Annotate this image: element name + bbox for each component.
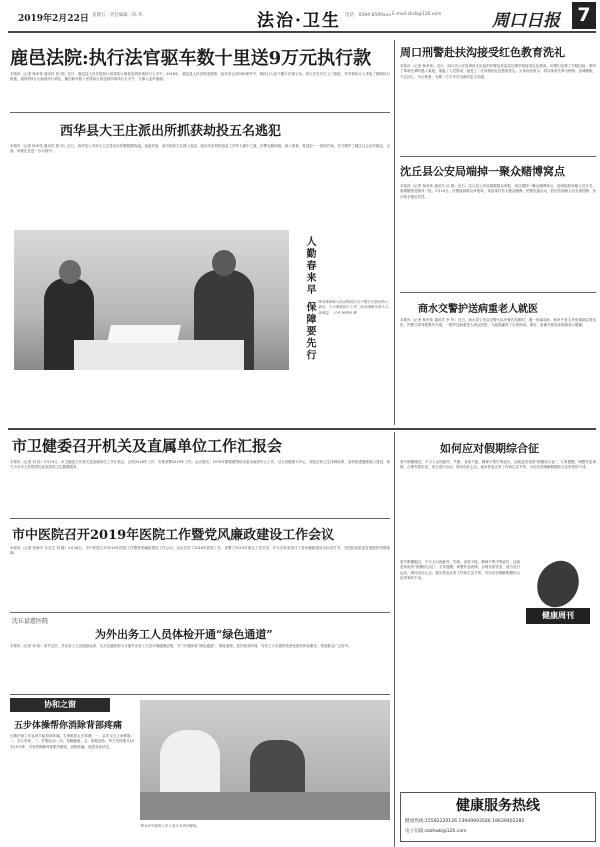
headline-health-commission: 市卫健委召开机关及直属单位工作汇报会 (12, 437, 283, 455)
photo2-caption: 图为市中医院工作人员在为患者服务。 (140, 824, 200, 828)
body-xihua-police: 本报讯（记者 杨孝伟 通讯员 郭 伟）近日，西华县公安局大王庄派出所民警根据线索，连续作战，成功抓获五名网上逃犯。派出所坚持把追逃工作作为重中之重，民警克服困难，深入排查，将逃犯一一抓获归案，有力维护了辖区社会治安稳定。目前，该案正在进一步办理中。 (10, 144, 390, 154)
divider (10, 694, 390, 695)
divider (400, 156, 596, 157)
body-health-commission: 本报讯（记者 刘 伟）2月19日，市卫健委召开机关及直属单位工作汇报会，总结2018年工作，安排部署2019年工作。会议指出，2019年要紧紧围绕市委市政府中心工作，以人民健康为中心，深化医药卫生体制改革，加快推进健康周口建设，努力为全市人民提供优质高效的卫生健康服务。 (10, 460, 390, 470)
hotline-email: 电子信箱:skzhwb@126.com (405, 829, 467, 834)
header-editor-info: 星期五 · 责任编辑 · 陈 华 (92, 13, 143, 18)
body-holiday-syndrome: 春节假期刚过，不少人出现疲劳、失眠、食欲不振、精神不集中等症状，这就是常说的“假期综合征”。专家提醒，调整作息规律，合理安排饮食，适当进行运动，保持良好心态，逐步恢复正常工作和生活节奏，可以有效缓解假期综合征带来的不适。 (400, 460, 596, 470)
body-holiday-syndrome-continued: 春节假期刚过，不少人出现疲劳、失眠、食欲不振、精神不集中等症状，这就是常说的“假期综合征”。专家提醒，调整作息规律，合理安排饮食，适当进行运动，保持良好心态，逐步恢复正常工作和生活节奏，可以有效缓解假期综合征带来的不适。 (400, 560, 520, 581)
body-five-step-exercise: 长期伏案工作容易引起背部疼痛。专家推荐五步体操：一、双手交叉上举伸展；二、左右转体；三、扩胸运动；四、弯腰触地；五、原地放松。每天坚持练习10至15分钟，可有效缓解背部肌肉紧张，消除疼痛，改善身体状态。 (10, 734, 134, 749)
logo-text: 健康周刊 (526, 608, 590, 624)
hospital-staff-photo (140, 700, 390, 820)
headline-tcm-hospital: 市中医院召开2019年医院工作暨党风廉政建设工作会议 (12, 528, 335, 543)
headline-shenqiu-gambling: 沈丘县公安局端掉一聚众赌博窝点 (400, 165, 565, 178)
headline-five-step-exercise: 五步体操帮你消除背部疼痛 (14, 721, 123, 731)
photo-person-right-head (212, 250, 236, 276)
section-rule (8, 428, 596, 430)
headline-green-channel: 为外出务工人员体检开通“绿色通道” (95, 628, 273, 641)
vertical-label: 人勤春来早 保障要先行 (304, 236, 315, 362)
header-date: 2019年2月22日 (18, 14, 89, 24)
headline-zhoukou-criminal-police: 周口刑警赴扶沟接受红色教育洗礼 (400, 46, 565, 59)
body-tcm-hospital: 本报讯（记者 张海平 实习生 刘 静）2月18日，市中医院召开2019年医院工作暨党风廉政建设工作会议。会议总结了2018年医院工作，部署了2019年重点工作任务，并与各科室签订了党风廉政建设目标责任书，为医院高质量发展提供坚强保障。 (10, 546, 390, 556)
headline-shangshui-traffic: 商水交警护送病重老人就医 (418, 304, 538, 315)
kicker-shenqiu-hospital: 沈丘县慈医院 (12, 618, 49, 625)
photo1-caption: 图为郸城县人民法院执行局干警正在整理执行案卷，全力推进执行工作，依法保障当事人合法权益。 记者 杨孝伟 摄 (318, 300, 388, 315)
header-phone: 电话：0394-8599xxx (345, 13, 392, 18)
page-number: 7 (572, 2, 596, 29)
body-shenqiu-gambling: 本报讯（记者 杨孝伟 通讯员 孙 强）近日，沈丘县公安局根据群众举报，成功端掉一聚众赌博窝点，现场抓获涉赌人员多名，收缴赌资及赌具一批。2月15日，民警接到群众举报称，该县某村有人聚众赌博。民警迅速出动，依法将参赌人员全部控制，依法给予相应处罚。 (400, 184, 596, 199)
logo-leaf-icon (530, 556, 586, 612)
headline-luyi-court: 鹿邑法院:执行法官驱车数十里送9万元执行款 (10, 48, 372, 69)
hotline-box (400, 792, 596, 842)
column-tag: 协和之窗 (10, 698, 110, 712)
divider (10, 612, 390, 613)
header-rule (8, 31, 596, 33)
hotline-title: 健康服务热线 (456, 798, 540, 814)
body-shangshui-traffic: 本报讯（记者 杨孝伟 通讯员 李 华）近日，商水县公安局交警大队民警在执勤时，遇一家属求助，称家中老人突发重病急需送医。民警立即驾驶警车开道，一路护送病重老人到达医院，为抢救赢得了宝贵时间。事后，家属专程送来锦旗表示感谢。 (400, 318, 596, 328)
photo-papers (107, 325, 181, 343)
header-email: E-mail:zkrb@126.com (392, 12, 442, 17)
headline-xihua-police: 西华县大王庄派出所抓获劫投五名逃犯 (60, 124, 282, 139)
column-divider (394, 432, 395, 847)
column-divider (394, 40, 395, 425)
masthead (0, 0, 600, 33)
divider (10, 112, 390, 113)
divider (10, 518, 390, 519)
headline-holiday-syndrome: 如何应对假期综合征 (440, 442, 539, 455)
photo-desk (74, 340, 244, 370)
divider (400, 292, 596, 293)
hotline-phones: 健康热线:15592220126 13949993566 18639402285 (405, 819, 525, 824)
photo-person-left-head (59, 260, 81, 284)
health-weekly-logo (526, 560, 590, 630)
section-title: 法治·卫生 (257, 11, 341, 31)
body-zhoukou-criminal-police: 本报讯（记者 杨孝伟）近日，周口市公安局刑侦支队组织民警赴扶沟县吕潭学校接受红色教育。民警们参观了学校旧址，聆听了革命先辈的感人事迹，重温了入党誓词，接受了一次深刻的红色教育洗礼。大家纷纷表示，将以革命先辈为榜样，忠诚履职，不忘初心，牢记使命，为保一方平安作出新的更大贡献。 (400, 64, 596, 79)
court-office-photo (14, 230, 289, 370)
body-luyi-court: 本报讯（记者 杨孝伟 通讯员 张 明）近日，鹿邑县人民法院执行局将执行案款送到申请执行人手中。2018年，鹿邑县人民法院受理的一起劳务合同纠纷案件中，被执行人拒不履行法律义务。执行法官多次上门督促，并对被执行人采取了强制执行措施，最终将9万元案款执行到位，随后驱车数十里将执行款送到申请执行人手中，当事人连声道谢。 (10, 72, 390, 82)
body-green-channel: 本报讯（记者 刘 伟）春节过后，外出务工人员陆续返岗，沈丘县慈医院为方便外出务工人员办理健康证明，专门开通体检“绿色通道”，简化流程，延长服务时间，为务工人员提供快捷优质的体检服务，受到群众广泛好评。 (10, 644, 352, 648)
paper-name: 周口日报 (492, 11, 560, 31)
photo-counter (140, 792, 390, 820)
